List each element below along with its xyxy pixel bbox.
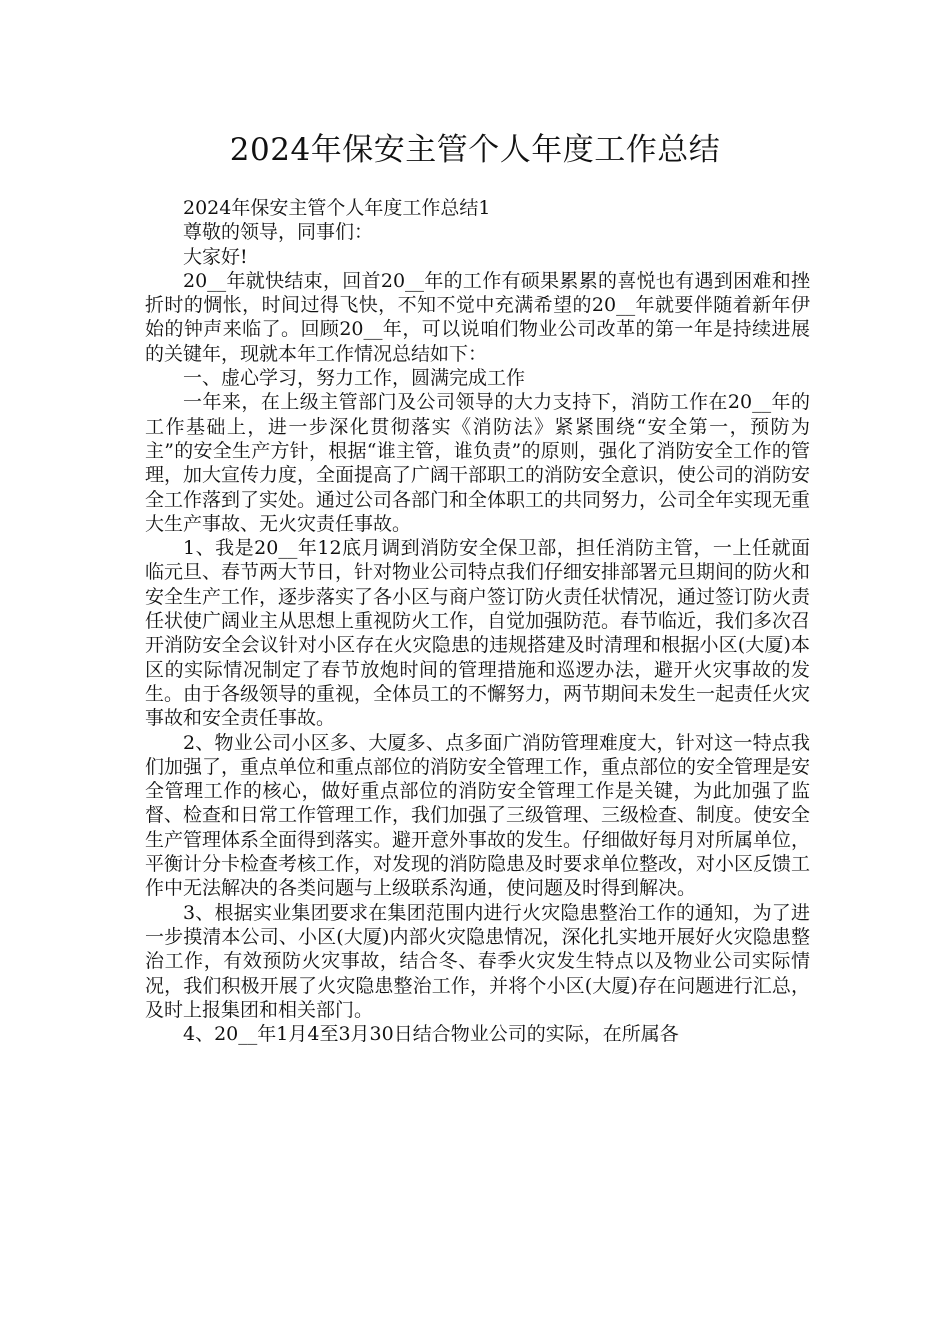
paragraph-item-3: 3、根据实业集团要求在集团范围内进行火灾隐患整治工作的通知，为了进一步摸清本公司、小区(大厦)内部火灾隐患情况，深化扎实地开展好火灾隐患整治工作，有效预防火灾事故，结合冬、春季火灾发生特点以及物业公司实际情况，我们积极开展了火灾隐患整治工作，并将个小区(大厦)存在问题进行汇总，及时上报集团和相关部门。 — [145, 901, 810, 1021]
paragraph-item-2: 2、物业公司小区多、大厦多、点多面广消防管理难度大，针对这一特点我们加强了，重点单位和重点部位的消防安全管理工作，重点部位的安全管理是安全管理工作的核心，做好重点部位的消防安全管理工作是关键，为此加强了监督、检查和日常工作管理工作，我们加强了三级管理、三级检查、制度。使安全生产管理体系全面得到落实。避开意外事故的发生。仔细做好每月对所属单位，平衡计分卡检查考核工作，对发现的消防隐患及时要求单位整改，对小区反馈工作中无法解决的各类问题与上级联系沟通，使问题及时得到解决。 — [145, 731, 811, 900]
paragraph-intro: 20__年就快结束，回首20__年的工作有硕果累累的喜悦也有遇到困难和挫折时的惆怅，时间过得飞快，不知不觉中充满希望的20__年就要伴随着新年伊始的钟声来临了。回顾20__年，可以说咱们物业公司改革的第一年是持续进展的关键年，现就本年工作情况总结如下： — [145, 269, 810, 365]
paragraph-item-4: 4、20__年1月4至3月30日结合物业公司的实际，在所属各 — [183, 1023, 679, 1046]
document-body — [145, 196, 810, 1046]
section-heading: 2024年保安主管个人年度工作总结1 — [183, 197, 491, 219]
paragraph-item-1: 1、我是20__年12底月调到消防安全保卫部，担任消防主管，一上任就面临元旦、春节两大节日，针对物业公司特点我们仔细安排部署元旦期间的防火和安全生产工作，逐步落实了各小区与商户签订防火责任状情况，通过签订防火责任状使广阔业主从思想上重视防火工作，自觉加强防范。春节临近，我们多次召开消防安全会议针对小区存在火灾隐患的违规搭建及时清理和根据小区(大厦)本区的实际情况制定了春节放炮时间的管理措施和巡逻办法，避开火灾事故的发生。由于各级领导的重视，全体员工的不懈努力，两节期间未发生一起责任火灾事故和安全责任事故。 — [145, 537, 811, 730]
greeting: 大家好! — [183, 245, 248, 268]
paragraph-overview: 一年来，在上级主管部门及公司领导的大力支持下，消防工作在20__年的工作基础上，进一步深化贯彻落实《消防法》紧紧围绕“安全第一，预防为主”的安全生产方针，根据“谁主管，谁负责”的原则，强化了消防安全工作的管理，加大宣传力度，全面提高了广阔干部职工的消防安全意识，使公司的消防安全工作落到了实处。通过公司各部门和全体职工的共同努力，公司全年实现无重大生产事故、无火灾责任事故。 — [145, 391, 811, 535]
subheading-1: 一、虚心学习，努力工作，圆满完成工作 — [183, 367, 526, 390]
document-title: 2024年保安主管个人年度工作总结 — [229, 132, 721, 168]
salutation: 尊敬的领导，同事们： — [183, 221, 374, 244]
